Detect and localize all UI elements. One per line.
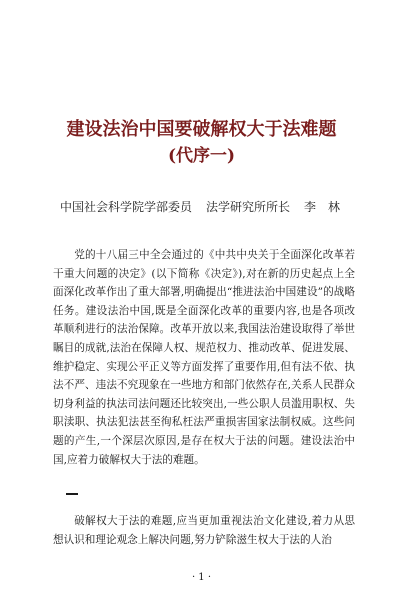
page-number: · 1 · [191, 572, 212, 583]
paragraph-intro: 党的十八届三中全会通过的《中共中央关于全面深化改革若干重大问题的决定》(以下简称《决定》),对在新的历史起点上全面深化改革作出了重大部署,明确提出“推进法治中国建设”的战略任务。建设法治中国,既是全面深化改革的重要内容,也是各项改革顺利进行的法治保障。改革开放以来,我国法治建设取得了举世瞩目的成就,法治在保障人权、规范权力、推动改革、促进发展、维护稳定、实现公平正义等方面发挥了重要作用,但有法不依、执法不严、违法不究现象在一些地方和部门依然存在,关系人民群众切身利益的执法司法问题还比较突出,一些公职人员滥用职权、失职渎职、执法犯法甚至徇私枉法严重损害国家法制权威。这些问题的产生,一个深层次原因,是存在权大于法的问题。建设法治中国,应着力破解权大于法的难题。 [53, 249, 355, 466]
author-role: 法学研究所所长 [206, 200, 291, 214]
section-number [66, 484, 78, 501]
document-subtitle: (代序一) [167, 146, 236, 166]
section-heading-one [66, 493, 78, 495]
document-title: 建设法治中国要破解权大于法难题 [66, 119, 337, 140]
paragraph-section-one: 破解权大于法的难题,应当更加重视法治文化建设,着力从思想认识和理论观念上解决问题,努力铲除滋生权大于法的人治 [53, 515, 355, 546]
author-name: 李 林 [304, 200, 341, 214]
author-position: 中国社会科学院学部委员 [60, 200, 193, 214]
author-line [60, 199, 380, 215]
